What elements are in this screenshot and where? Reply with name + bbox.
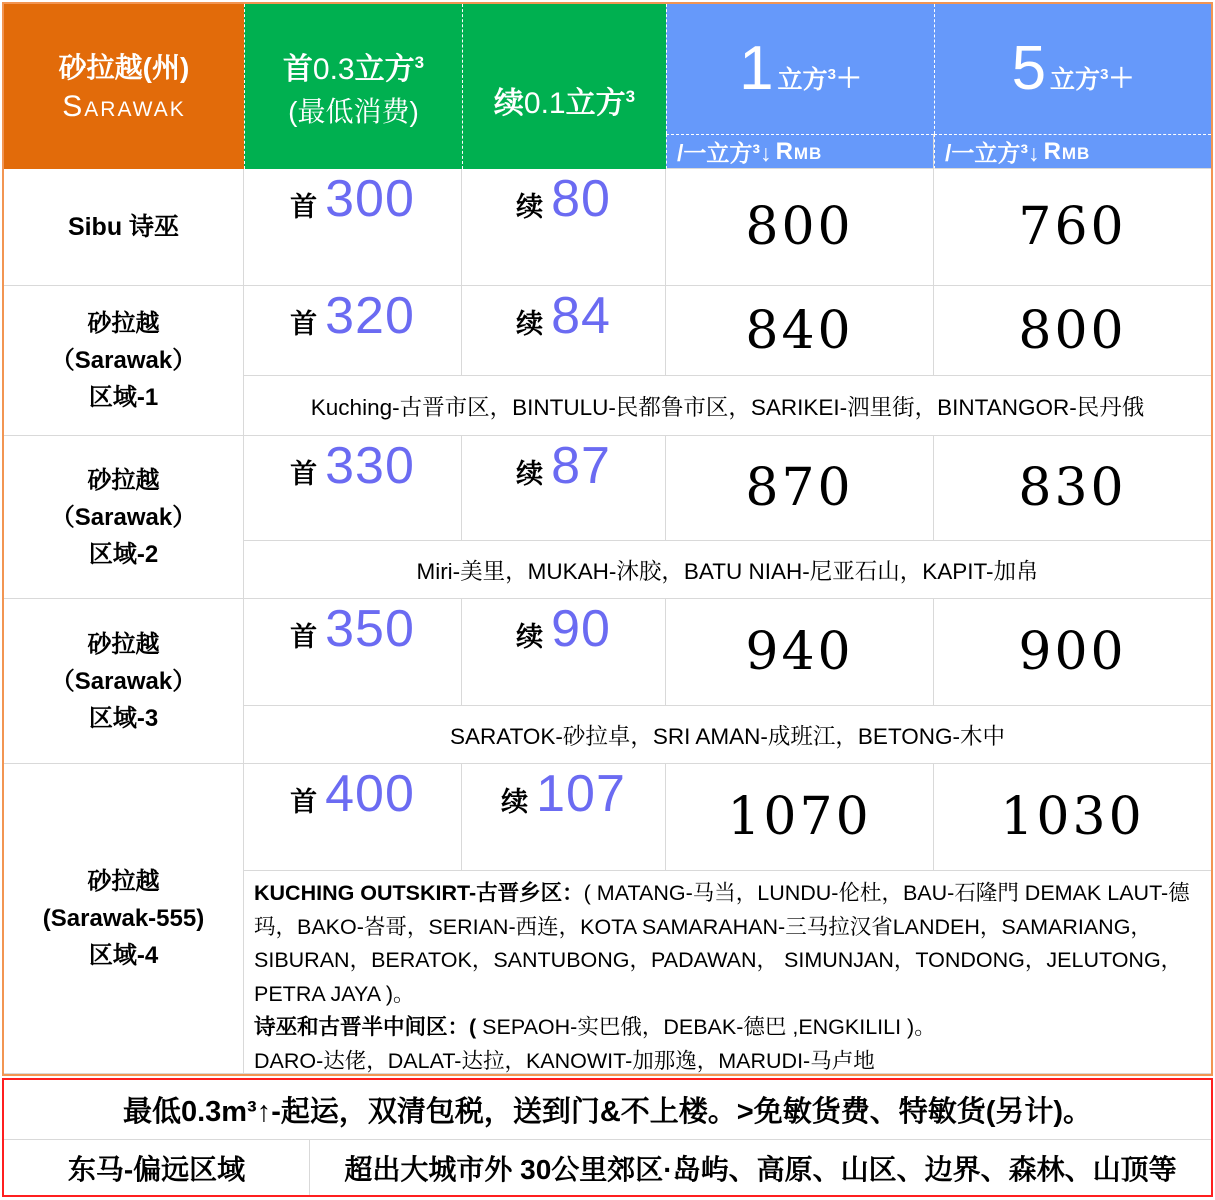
first-price: 350 bbox=[325, 600, 415, 658]
region-subtitle: Sarawak bbox=[62, 89, 186, 123]
first-price: 330 bbox=[325, 437, 415, 495]
row-label-region4: 砂拉越 (Sarawak-555) 区域-4 bbox=[4, 764, 244, 1074]
first-price: 300 bbox=[325, 170, 415, 228]
region2-coverage-note: Miri-美里，MUKAH-沐胶，BATU NIAH-尼亚石山，KAPIT-加帛 bbox=[244, 541, 1211, 599]
first-tier-header-cell bbox=[244, 4, 462, 169]
plus-sign: ＋ bbox=[1108, 62, 1135, 93]
cont-price: 84 bbox=[551, 287, 611, 345]
region3-cont-price-cell: 续 90 bbox=[462, 599, 666, 706]
region4-vol5-price: 1030 bbox=[934, 764, 1211, 871]
region4-midzone-note: 诗巫和古晋半中间区：( SEPAOH-实巴俄，DEBAK-德巴 ,ENGKILILI )。 bbox=[254, 1015, 936, 1039]
plus-sign: ＋ bbox=[835, 62, 862, 93]
row-label-region3: 砂拉越 （Sarawak） 区域-3 bbox=[4, 599, 244, 764]
cont-tier-header-cell bbox=[462, 4, 666, 169]
vol5-quantity: 5 bbox=[1011, 34, 1047, 103]
sibu-vol1-price: 800 bbox=[666, 169, 934, 286]
region-title: 砂拉越(州) bbox=[58, 51, 190, 83]
region2-vol1-price: 870 bbox=[666, 436, 934, 541]
region4-cont-price-cell: 续 107 bbox=[462, 764, 666, 871]
region4-first-price-cell: 首 400 bbox=[244, 764, 462, 871]
region1-vol5-price: 800 bbox=[934, 286, 1211, 376]
row-label-region1: 砂拉越 （Sarawak） 区域-1 bbox=[4, 286, 244, 436]
first-price: 400 bbox=[325, 765, 415, 823]
terms-footer bbox=[2, 1078, 1213, 1197]
cont-price: 90 bbox=[551, 600, 611, 658]
vol5-unit-price-subheader: /一立方³↓ Rmb bbox=[934, 134, 1211, 169]
row-label-region2: 砂拉越 （Sarawak） 区域-2 bbox=[4, 436, 244, 599]
region3-coverage-note: SARATOK-砂拉卓，SRI AMAN-成班江，BETONG-木中 bbox=[244, 706, 1211, 764]
currency-label: Rmb bbox=[775, 137, 823, 165]
vol5-header-cell: 5 立方 3 ＋ bbox=[934, 4, 1211, 134]
region2-cont-price-cell: 续 87 bbox=[462, 436, 666, 541]
region3-vol5-price: 900 bbox=[934, 599, 1211, 706]
remote-area-description: 超出大城市外 30公里郊区·岛屿、高原、山区、边界、森林、山顶等 bbox=[344, 1153, 1177, 1185]
region1-first-price-cell: 首 320 bbox=[244, 286, 462, 376]
currency-label: Rmb bbox=[1043, 137, 1091, 165]
region3-vol1-price: 940 bbox=[666, 599, 934, 706]
first-tier-title: 首0.3立方$^3$ bbox=[282, 53, 425, 86]
region2-vol5-price: 830 bbox=[934, 436, 1211, 541]
vol1-header-cell: 1 立方 3 ＋ bbox=[666, 4, 934, 134]
shipping-terms-line: 最低0.3m³↑-起运，双清包税，送到门&不上楼。>免敏货费、特敏货(另计)。 bbox=[4, 1080, 1211, 1140]
row-label-sibu: Sibu 诗巫 bbox=[4, 169, 244, 286]
region4-coverage-note: KUCHING OUTSKIRT-古晋乡区：( MATANG-马当，LUNDU-伦杜，BAU-石隆門 DEMAK LAUT-德玛，BAKO-峇哥，SERIAN-西连，KOTA SAMARAHAN-三马拉汉省LANDEH，SAMARIANG，SIBURAN，BERATOK，SANTUBONG，PADAWAN， SIMUNJAN，TONDONG，JELUTONG，PETRA JAYA )。 诗巫和古晋半中间区：( SEPAOH-实巴俄，DEBAK-德巴 ,ENGKILILI )。 DARO-达佬，DALAT-达拉，KANOWIT-加那逸，MARUDI-马卢地 bbox=[244, 871, 1211, 1074]
cont-tier-title: 续0.1立方$^3$ bbox=[493, 87, 636, 120]
region2-first-price-cell: 首 330 bbox=[244, 436, 462, 541]
region1-coverage-note: Kuching-古晋市区，BINTULU-民都鲁市区，SARIKEI-泗里街，BINTANGOR-民丹俄 bbox=[244, 376, 1211, 436]
pricing-sheet bbox=[2, 2, 1213, 1197]
sibu-cont-price-cell: 续 80 bbox=[462, 169, 666, 286]
vol1-quantity: 1 bbox=[739, 34, 774, 103]
sibu-first-price-cell: 首 300 bbox=[244, 169, 462, 286]
first-tier-note: (最低消费) bbox=[288, 96, 419, 127]
region4-extra-towns-note: DARO-达佬，DALAT-达拉，KANOWIT-加那逸，MARUDI-马卢地 bbox=[254, 1048, 875, 1073]
remote-area-label: 东马-偏远区域 bbox=[4, 1140, 310, 1195]
cont-price: 87 bbox=[551, 437, 611, 495]
region3-first-price-cell: 首 350 bbox=[244, 599, 462, 706]
price-table bbox=[2, 2, 1213, 1076]
cont-price: 80 bbox=[551, 170, 611, 228]
vol1-unit-price-subheader: /一立方³↓ Rmb bbox=[666, 134, 934, 169]
region1-cont-price-cell: 续 84 bbox=[462, 286, 666, 376]
sibu-vol5-price: 760 bbox=[934, 169, 1211, 286]
region-header-cell bbox=[4, 4, 244, 169]
first-price: 320 bbox=[325, 287, 415, 345]
cont-price: 107 bbox=[536, 765, 626, 823]
region1-vol1-price: 840 bbox=[666, 286, 934, 376]
region4-vol1-price: 1070 bbox=[666, 764, 934, 871]
